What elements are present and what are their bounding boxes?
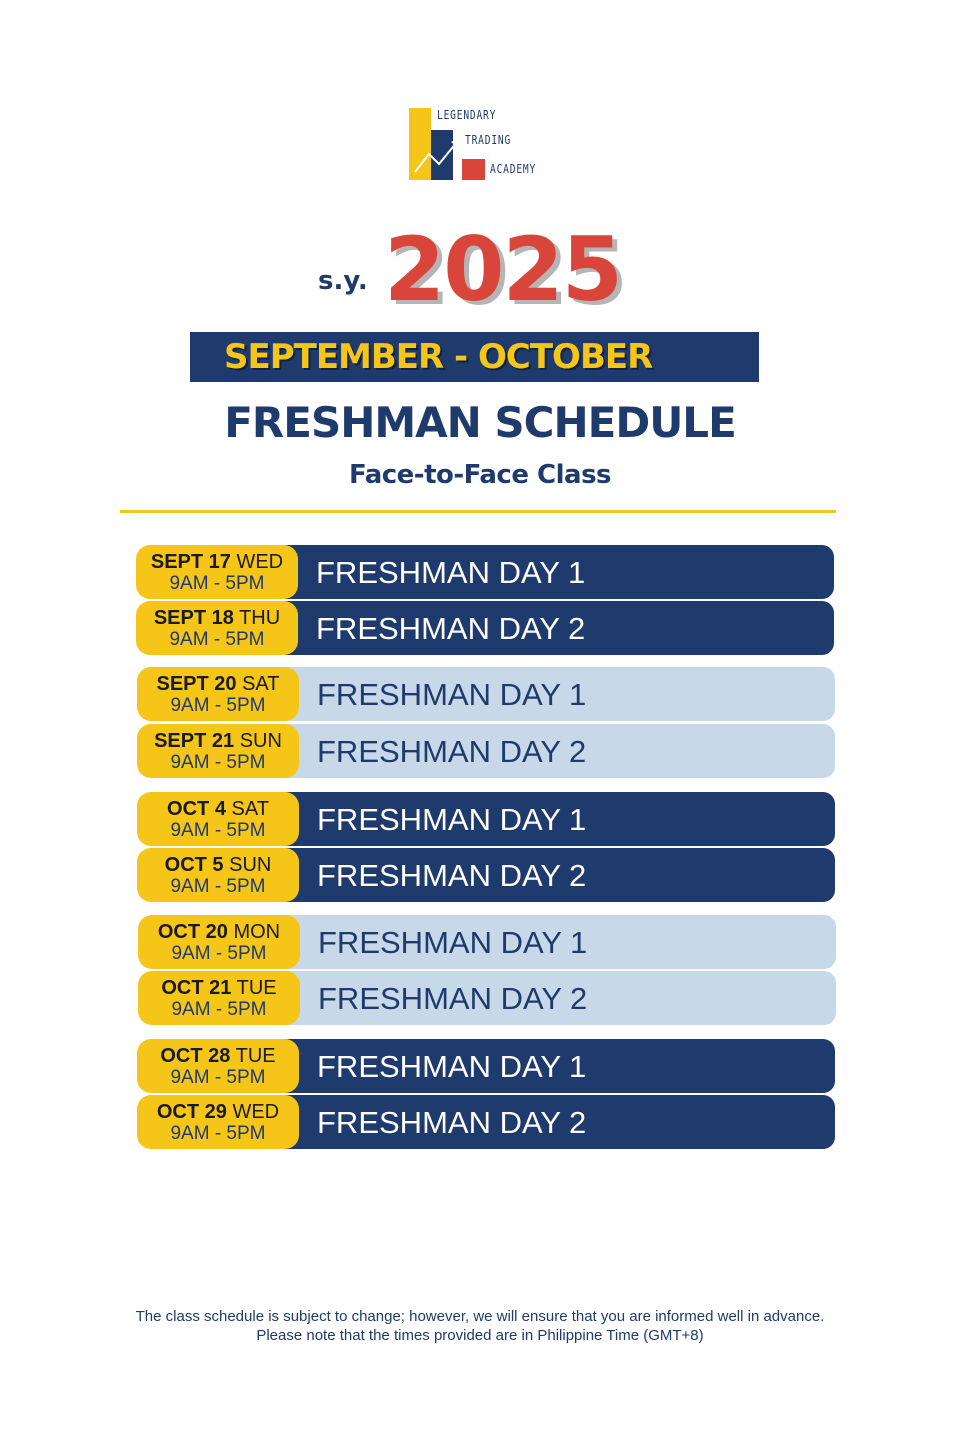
time-text: 9AM - 5PM	[170, 876, 266, 897]
divider	[120, 510, 836, 513]
date-text: SEPT 18	[153, 607, 234, 629]
date-text: OCT 21	[161, 977, 232, 999]
session-bar	[277, 848, 835, 902]
weekday-text: TUE	[236, 977, 277, 999]
session-bar	[278, 915, 836, 969]
schedule-row	[136, 545, 838, 599]
schedule-row	[137, 1039, 839, 1093]
session-bar	[277, 667, 835, 721]
date-badge	[137, 1095, 299, 1149]
session-bar	[276, 601, 834, 655]
schedule-row	[137, 724, 839, 778]
weekday-text: SAT	[231, 798, 269, 820]
session-label: FRESHMAN DAY 1	[317, 677, 587, 712]
academy-logo	[409, 108, 559, 186]
session-bar	[277, 792, 835, 846]
weekday-text: TUE	[235, 1045, 276, 1067]
date-text: SEPT 20	[156, 673, 237, 695]
date-badge	[137, 667, 299, 721]
time-text: 9AM - 5PM	[169, 573, 265, 594]
date-badge	[137, 848, 299, 902]
schedule-row	[137, 792, 839, 846]
time-text: 9AM - 5PM	[170, 820, 266, 841]
weekday-text: SUN	[229, 854, 272, 876]
time-text: 9AM - 5PM	[170, 1067, 266, 1088]
month-range: SEPTEMBER - OCTOBER	[224, 337, 653, 377]
date-badge	[136, 601, 298, 655]
session-label: FRESHMAN DAY 2	[317, 1105, 587, 1140]
weekday-text: THU	[239, 607, 281, 629]
session-label: FRESHMAN DAY 2	[316, 611, 586, 646]
session-label: FRESHMAN DAY 1	[317, 802, 587, 837]
logo-text-line1: LEGENDARY	[437, 108, 497, 122]
date-badge	[136, 545, 298, 599]
date-text: OCT 5	[164, 854, 224, 876]
date-text: SEPT 17	[150, 551, 231, 573]
date-text: SEPT 21	[154, 730, 235, 752]
time-text: 9AM - 5PM	[170, 752, 266, 773]
date-badge	[137, 1039, 299, 1093]
date-badge	[138, 915, 300, 969]
weekday-text: WED	[236, 551, 284, 573]
session-bar	[278, 971, 836, 1025]
session-bar	[277, 1039, 835, 1093]
time-text: 9AM - 5PM	[171, 943, 267, 964]
session-label: FRESHMAN DAY 2	[317, 734, 587, 769]
date-badge	[137, 724, 299, 778]
date-text: OCT 28	[160, 1045, 231, 1067]
schedule-row	[136, 601, 838, 655]
time-text: 9AM - 5PM	[170, 695, 266, 716]
session-bar	[277, 724, 835, 778]
time-text: 9AM - 5PM	[169, 629, 265, 650]
schedule-row	[137, 667, 839, 721]
weekday-text: SUN	[239, 730, 282, 752]
session-bar	[277, 1095, 835, 1149]
weekday-text: SAT	[242, 673, 280, 695]
schedule-row	[138, 971, 840, 1025]
weekday-text: MON	[233, 921, 281, 943]
year-heading: 2025	[384, 218, 621, 321]
logo-text-line3: ACADEMY	[490, 162, 537, 176]
schedule-row	[137, 848, 839, 902]
page-title: FRESHMAN SCHEDULE	[224, 398, 736, 447]
school-year-label: s.y.	[318, 266, 368, 296]
date-text: OCT 20	[157, 921, 228, 943]
session-label: FRESHMAN DAY 1	[317, 1049, 587, 1084]
schedule-row	[137, 1095, 839, 1149]
session-label: FRESHMAN DAY 1	[316, 555, 586, 590]
date-text: OCT 4	[167, 798, 226, 820]
session-label: FRESHMAN DAY 2	[318, 981, 588, 1016]
time-text: 9AM - 5PM	[171, 999, 267, 1020]
date-badge	[137, 792, 299, 846]
session-label: FRESHMAN DAY 2	[317, 858, 587, 893]
month-banner	[190, 332, 759, 382]
logo-text-line2: TRADING	[465, 133, 512, 147]
session-label: FRESHMAN DAY 1	[318, 925, 588, 960]
time-text: 9AM - 5PM	[170, 1123, 266, 1144]
disclaimer-note: The class schedule is subject to change; however, we will ensure that you are informed well in advance. Please note that the times provided are in Philippine Time (GMT+8)	[135, 1308, 825, 1344]
session-bar	[276, 545, 834, 599]
date-text: OCT 29	[156, 1101, 227, 1123]
date-badge	[138, 971, 300, 1025]
page-subtitle: Face-to-Face Class	[348, 460, 612, 490]
weekday-text: WED	[232, 1101, 280, 1123]
schedule-row	[138, 915, 840, 969]
